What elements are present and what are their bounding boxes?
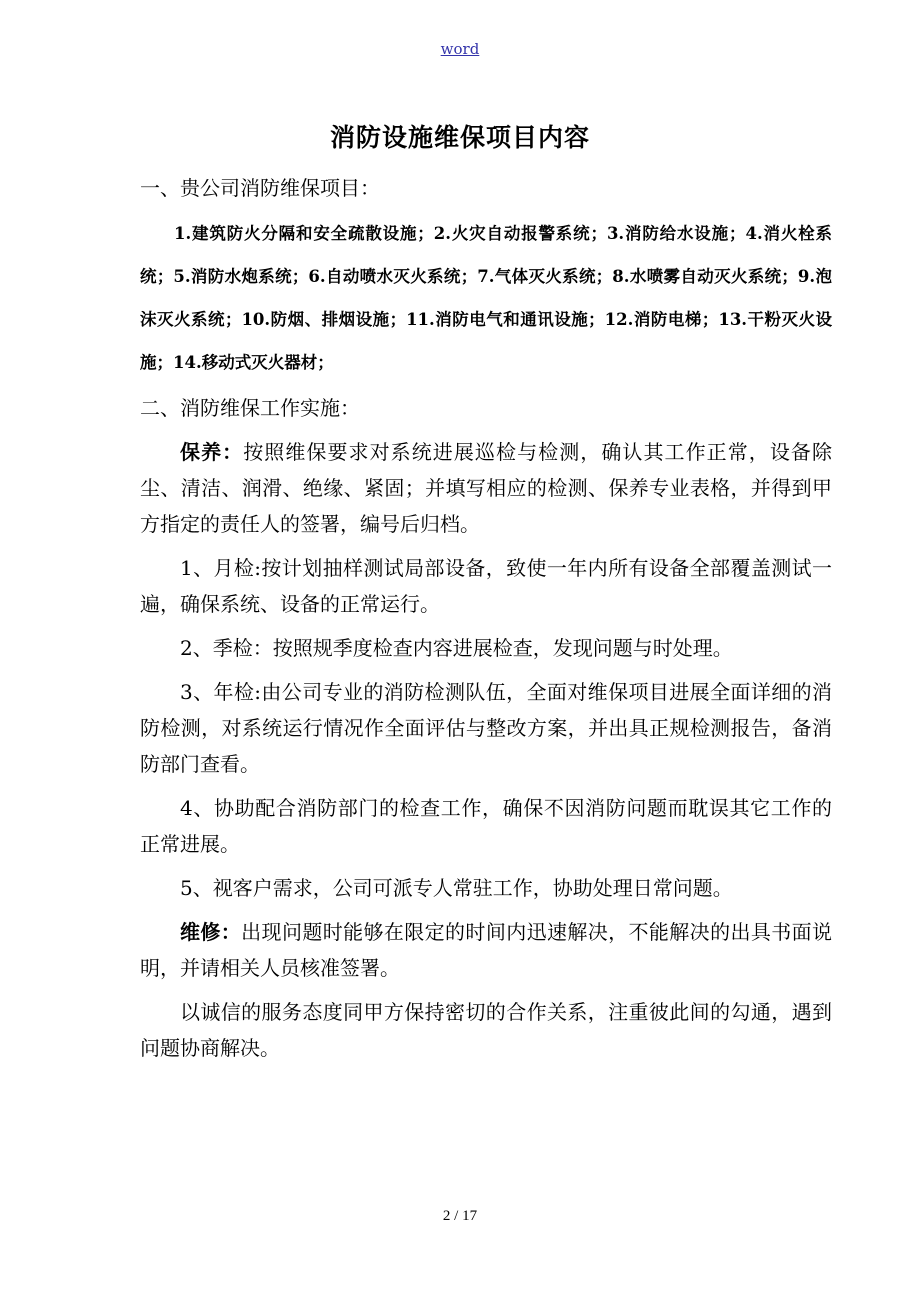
- document-body: [140, 170, 832, 1066]
- maintenance-paragraph: [140, 434, 832, 542]
- closing-paragraph: 以诚信的服务态度同甲方保持密切的合作关系，注重彼此间的勾通，遇到问题协商解决。: [140, 1000, 832, 1060]
- cooperate-paragraph: 4、协助配合消防部门的检查工作，确保不因消防问题而耽误其它工作的正常进展。: [140, 796, 832, 856]
- quarterly-check-paragraph: 2、季检：按照规季度检查内容进展检查，发现问题与时处理。: [180, 636, 733, 660]
- monthly-check-paragraph: 1、月检:按计划抽样测试局部设备，致使一年内所有设备全部覆盖测试一遍，确保系统、设备的正常运行。: [140, 556, 832, 616]
- document-title: 消防设施维保项目内容: [329, 123, 590, 152]
- annual-check-paragraph: 3、年检:由公司专业的消防检测队伍，全面对维保项目进展全面详细的消防检测，对系统运行情况作全面评估与整改方案，并出具正规检测报告，备消防部门查看。: [140, 680, 832, 776]
- onsite-staff-paragraph: 5、视客户需求，公司可派专人常驻工作，协助处理日常问题。: [180, 876, 733, 900]
- maintenance-label: 保养：: [180, 440, 244, 464]
- repair-text: 出现问题时能够在限定的时间内迅速解决，不能解决的出具书面说明，并请相关人员核准签署。: [140, 920, 833, 980]
- section1-items: 1.建筑防火分隔和安全疏散设施；2.火灾自动报警系统；3.消防给水设施；4.消火栓系统；5.消防水炮系统；6.自动喷水灭火系统；7.气体灭火系统；8.水喷雾自动灭火系统；9.泡沫灭火系统；10.防烟、排烟设施；11.消防电气和通讯设施；12.消防电梯；13.干粉灭火设施；14.移动式灭火器材；: [140, 224, 832, 372]
- page-number: 2 / 17: [442, 1208, 478, 1224]
- header-word-link[interactable]: word: [440, 40, 480, 58]
- repair-paragraph: [140, 914, 832, 986]
- section1-heading: 一、贵公司消防维保项目：: [140, 176, 380, 200]
- maintenance-text: 按照维保要求对系统进展巡检与检测，确认其工作正常，设备除尘、清洁、润滑、绝缘、紧固；并填写相应的检测、保养专业表格，并得到甲方指定的责任人的签署，编号后归档。: [140, 440, 833, 536]
- repair-label: 维修：: [180, 920, 242, 944]
- section2-heading: 二、消防维保工作实施：: [140, 396, 360, 420]
